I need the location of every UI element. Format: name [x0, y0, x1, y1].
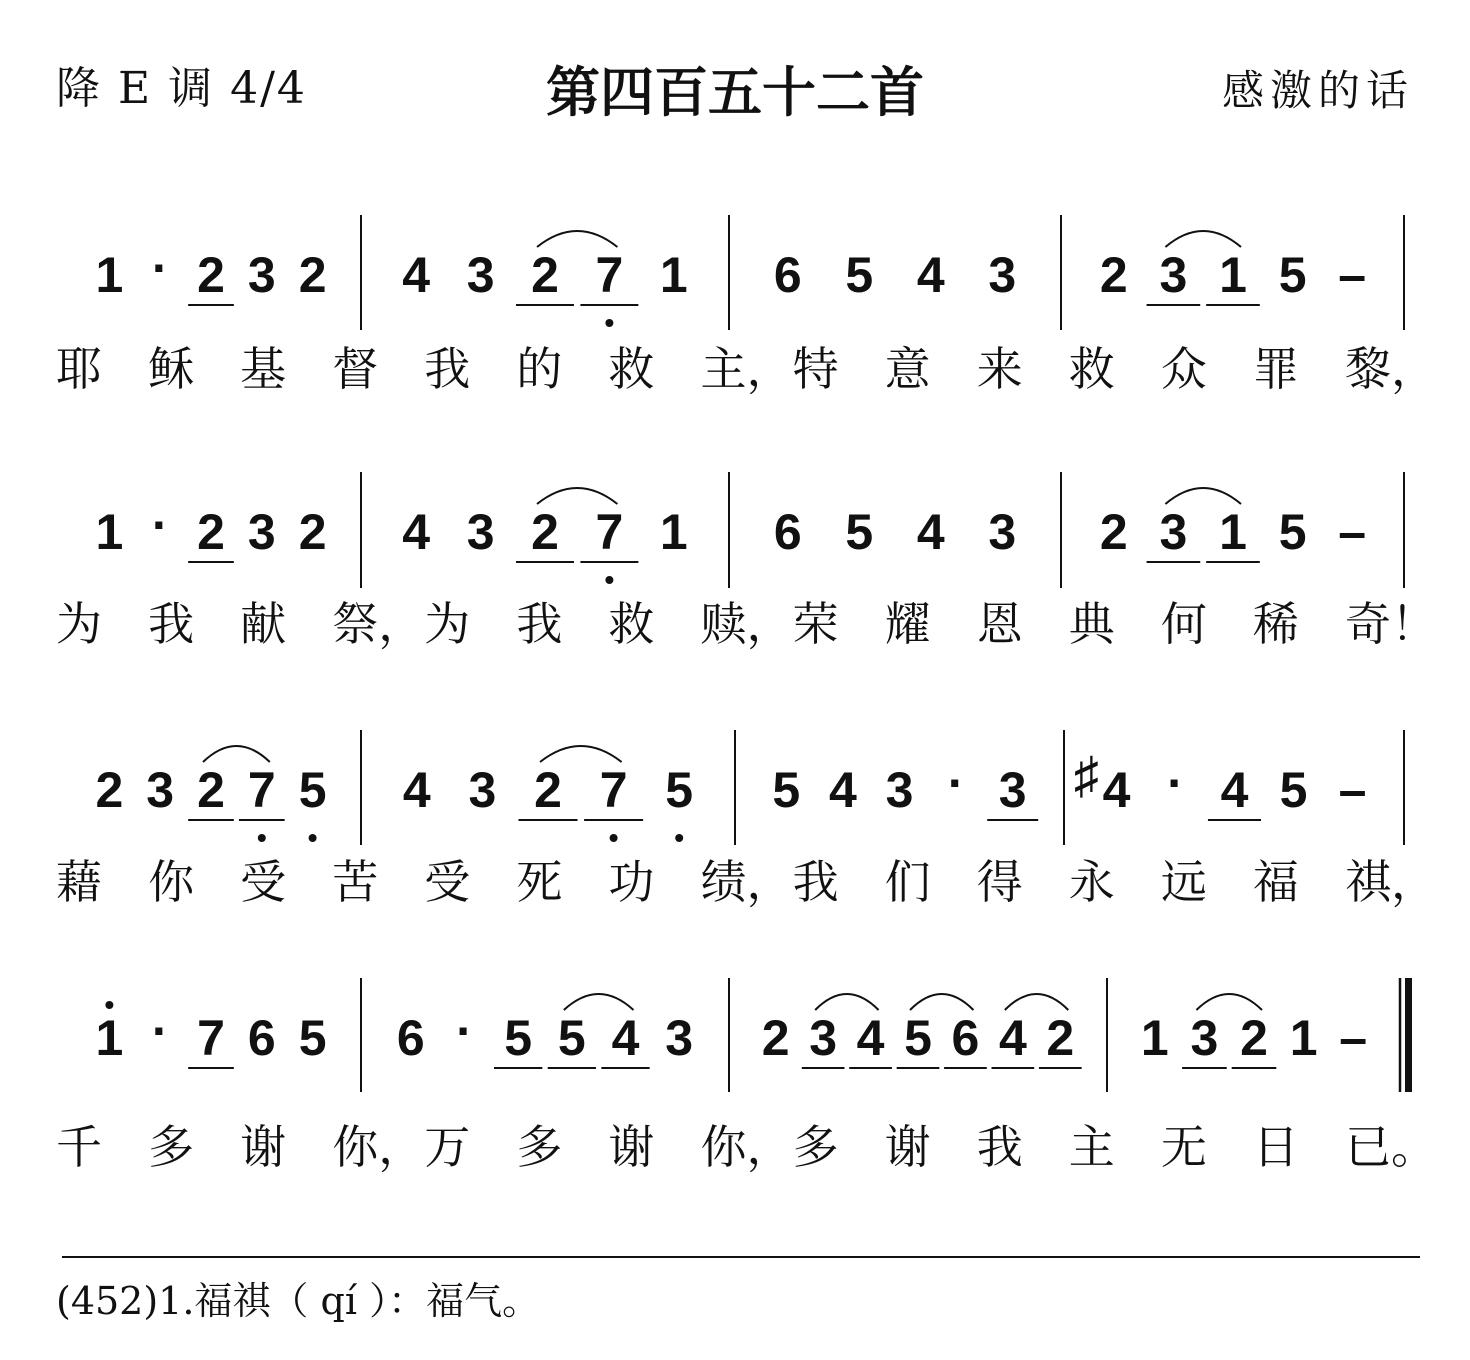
note: 6 [396, 1010, 425, 1066]
low-octave-dot [605, 576, 613, 584]
low-octave-dot [610, 834, 618, 842]
lyric-char: 你 [148, 855, 195, 909]
lyric-char: 们 [884, 855, 931, 909]
lyric-char: 救 [608, 597, 655, 651]
note: 2 [197, 762, 225, 818]
lyric-char: 受 [424, 855, 471, 909]
slur [910, 994, 973, 1010]
slur [1165, 231, 1241, 247]
note: 2 [531, 504, 559, 560]
note: 5 [1278, 504, 1307, 560]
note: 4 [1102, 762, 1131, 818]
lyric-char: 奇！ [1345, 597, 1437, 651]
lyric-char: 多 [516, 1120, 563, 1174]
note: 2 [1099, 247, 1128, 303]
lyric-char: 为 [56, 597, 102, 651]
lyric-char: 万 [424, 1120, 471, 1174]
lyric-char: 何 [1160, 597, 1207, 651]
dot-mark: · [947, 755, 965, 811]
note: 5 [845, 247, 874, 303]
note: 2 [197, 247, 225, 303]
dash-mark: – [1339, 1010, 1368, 1066]
note: 3 [998, 762, 1027, 818]
lyric-char: 意 [884, 342, 931, 396]
note: 7 [197, 1010, 225, 1066]
note: 4 [611, 1010, 640, 1066]
lyric-char: 典 [1068, 597, 1115, 651]
note: 5 [665, 762, 694, 818]
lyric-char: 我 [516, 597, 563, 651]
note: 3 [247, 247, 276, 303]
note: 1 [95, 504, 124, 560]
note: 2 [761, 1010, 790, 1066]
slur [1005, 994, 1068, 1010]
lyric-char: 祭， [332, 597, 425, 651]
note: 4 [916, 504, 945, 560]
lyric-char: 谢 [240, 1120, 287, 1174]
note: 1 [95, 1010, 124, 1066]
slur [537, 488, 617, 504]
note: 2 [1099, 504, 1128, 560]
note: 4 [998, 1010, 1027, 1066]
slur [540, 746, 622, 762]
lyric-char: 主 [1068, 1120, 1115, 1174]
note: 6 [951, 1010, 980, 1066]
note: 3 [1159, 247, 1188, 303]
sharp-mark: ♯ [1074, 747, 1099, 803]
lyric-char: 特 [792, 342, 839, 396]
lyric-char: 永 [1068, 855, 1115, 909]
note: 5 [904, 1010, 932, 1066]
note: 3 [466, 504, 495, 560]
lyric-char: 我 [424, 342, 471, 396]
lyric-char: 稣 [148, 342, 195, 396]
lyric-char: 藉 [56, 855, 102, 909]
note: 1 [1140, 1010, 1169, 1066]
dash-mark: – [1338, 504, 1367, 560]
slur [564, 994, 634, 1010]
note: 4 [916, 247, 945, 303]
note: 5 [557, 1010, 586, 1066]
final-bar-thick [1405, 978, 1412, 1092]
lyric-char: 黎， [1345, 342, 1437, 396]
hymn-name: 感激的话 [1221, 66, 1414, 115]
note: 3 [1159, 504, 1188, 560]
note: 7 [599, 762, 628, 818]
note: 4 [856, 1010, 885, 1066]
lyric-char: 苦 [332, 855, 379, 909]
lyric-char: 罪 [1252, 342, 1299, 396]
lyric-char: 无 [1160, 1120, 1207, 1174]
note: 2 [1046, 1010, 1075, 1066]
note: 6 [773, 504, 802, 560]
note: 4 [1220, 762, 1249, 818]
note: 5 [298, 1010, 327, 1066]
lyric-char: 死 [516, 855, 563, 909]
slur [1196, 994, 1262, 1010]
note: 2 [298, 247, 327, 303]
lyric-char: 你， [700, 1120, 793, 1174]
lyric-char: 谢 [608, 1120, 655, 1174]
lyric-char: 稀 [1252, 597, 1299, 651]
note: 3 [809, 1010, 838, 1066]
note: 2 [1240, 1010, 1268, 1066]
lyric-char: 献 [240, 597, 287, 651]
note: 5 [504, 1010, 533, 1066]
note: 5 [772, 762, 801, 818]
hymn-title: 第四百五十二首 [546, 61, 924, 124]
lyric-char: 远 [1160, 855, 1207, 909]
dot-mark: · [151, 240, 169, 296]
lyric-char: 众 [1160, 342, 1207, 396]
note: 6 [773, 247, 802, 303]
key-signature: 降 E 调 4/4 [56, 63, 307, 114]
lyric-char: 主， [700, 342, 793, 396]
lyric-char: 谢 [884, 1120, 931, 1174]
note: 3 [146, 762, 175, 818]
slur [815, 994, 878, 1010]
lyric-char: 日 [1252, 1120, 1299, 1174]
lyric-char: 救 [608, 342, 655, 396]
lyric-char: 我 [792, 855, 839, 909]
note: 5 [298, 762, 327, 818]
lyric-char: 我 [148, 597, 195, 651]
note: 1 [659, 247, 688, 303]
note: 4 [828, 762, 857, 818]
lyric-char: 我 [976, 1120, 1023, 1174]
lyric-char: 耀 [884, 597, 931, 651]
lyric-char: 救 [1068, 342, 1115, 396]
low-octave-dot [258, 834, 266, 842]
lyric-char: 千 [56, 1120, 102, 1174]
note: 1 [1219, 247, 1247, 303]
note: 2 [95, 762, 124, 818]
lyric-char: 督 [332, 342, 379, 396]
high-octave-dot [105, 1001, 113, 1009]
note: 2 [298, 504, 327, 560]
dot-mark: · [151, 1003, 169, 1059]
low-octave-dot [675, 834, 683, 842]
note: 4 [402, 247, 431, 303]
note: 3 [885, 762, 914, 818]
note: 6 [247, 1010, 276, 1066]
lyric-char: 福 [1252, 855, 1299, 909]
note: 2 [197, 504, 225, 560]
note: 3 [665, 1010, 694, 1066]
note: 4 [402, 762, 431, 818]
note: 1 [1289, 1010, 1318, 1066]
lyric-char: 受 [240, 855, 287, 909]
lyric-char: 多 [148, 1120, 195, 1174]
note: 1 [659, 504, 688, 560]
lyric-char: 绩， [700, 855, 793, 909]
low-octave-dot [605, 319, 613, 327]
dot-mark: · [1167, 755, 1184, 811]
note: 3 [988, 504, 1017, 560]
lyric-char: 恩 [976, 597, 1023, 651]
lyric-char: 赎， [700, 597, 793, 651]
slur [203, 746, 270, 762]
note: 7 [595, 247, 624, 303]
note: 3 [988, 247, 1017, 303]
note: 3 [247, 504, 276, 560]
low-octave-dot [309, 834, 317, 842]
note: 1 [95, 247, 124, 303]
lyric-char: 为 [424, 597, 471, 651]
footnote: (452)1.福祺（ qí ）：福气。 [56, 1279, 541, 1323]
note: 3 [466, 247, 495, 303]
note: 3 [1190, 1010, 1219, 1066]
note: 7 [595, 504, 624, 560]
note: 4 [402, 504, 431, 560]
lyric-char: 多 [792, 1120, 839, 1174]
dash-mark: – [1338, 762, 1367, 818]
lyric-char: 基 [240, 342, 287, 396]
note: 5 [1279, 762, 1308, 818]
dot-mark: · [151, 497, 169, 553]
dot-mark: · [456, 1003, 473, 1059]
note: 7 [247, 762, 276, 818]
note: 2 [531, 247, 559, 303]
slur [1165, 488, 1241, 504]
lyric-char: 来 [976, 342, 1023, 396]
lyric-char: 荣 [792, 597, 839, 651]
lyric-char: 的 [516, 342, 563, 396]
lyric-char: 祺， [1345, 855, 1437, 909]
note: 5 [845, 504, 874, 560]
lyric-char: 功 [608, 855, 655, 909]
lyric-char: 你， [332, 1120, 425, 1174]
lyric-char: 耶 [56, 342, 102, 396]
note: 3 [468, 762, 497, 818]
slur [537, 231, 617, 247]
note: 1 [1219, 504, 1247, 560]
dash-mark: – [1338, 247, 1367, 303]
note: 5 [1278, 247, 1307, 303]
note: 2 [534, 762, 562, 818]
lyric-char: 已。 [1345, 1120, 1437, 1174]
lyric-char: 得 [976, 855, 1023, 909]
